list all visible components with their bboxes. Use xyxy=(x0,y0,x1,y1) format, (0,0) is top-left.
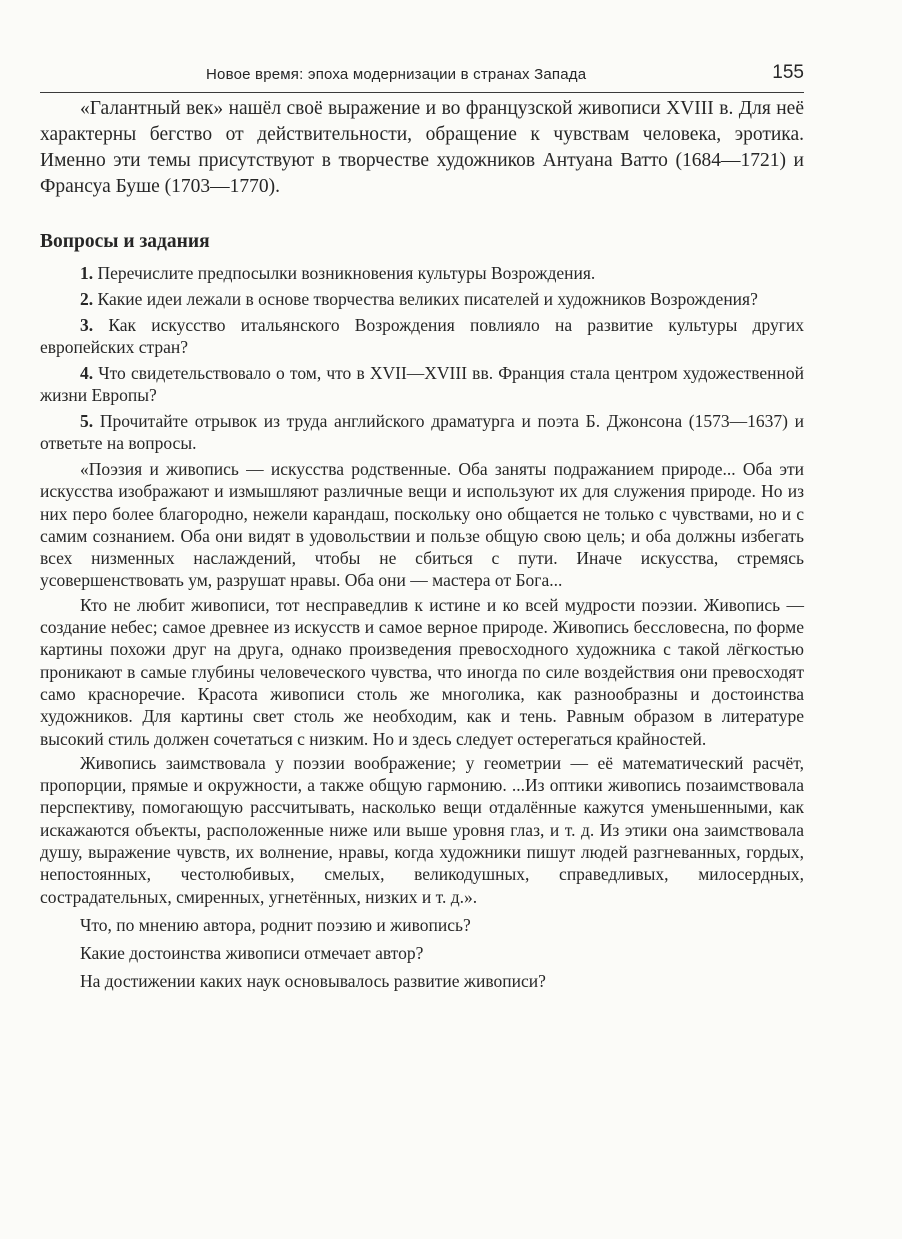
quote-paragraph: Живопись заимствовала у поэзии воображение; у геометрии — её математический расчёт, пропорции, прямые и окружности, а также общую гармонию. ...Из оптики живопись позаимствовала перспективу, помогающую рассчитывать, насколько вещи отдалённые кажутся уменьшенными, как искажаются объекты, расположенные ниже или выше уровня глаз, и т. д. Из этики она заимствовала душу, выражение чувств, их волнение, нравы, когда художники пишут людей разгневанных, гордых, непостоянных, честолюбивых, смелых, великодушных, справедливых, милосердных, сострадательных, смиренных, угнетённых, низких и т. д.». xyxy=(40,752,804,907)
question-1 xyxy=(40,262,804,284)
final-question: На достижении каких наук основывалось развитие живописи? xyxy=(80,970,546,991)
question-text: Прочитайте отрывок из труда английского драматурга и поэта Б. Джонсона (1573—1637) и ответьте на вопросы. xyxy=(40,411,805,453)
question-text: Что свидетельствовало о том, что в XVII—XVIII вв. Франция стала центром художественной жизни Европы? xyxy=(40,363,804,405)
question-text: Как искусство итальянского Возрождения повлияло на развитие культуры других европейских стран? xyxy=(40,315,805,357)
question-number: 3. xyxy=(80,315,94,335)
intro-paragraph: «Галантный век» нашёл своё выражение и во французской живописи XVIII в. Для неё характерны бегство от действительности, обращение к чувствам человека, эротика. Именно эти темы присутствуют в творчестве художников Антуана Ватто (1684—1721) и Франсуа Буше (1703—1770). xyxy=(40,98,804,197)
running-title: Новое время: эпоха модернизации в странах Запада xyxy=(206,66,587,83)
final-question: Что, по мнению автора, роднит поэзию и живопись? xyxy=(80,914,471,935)
questions-list xyxy=(40,262,804,454)
question-number: 2. xyxy=(80,289,94,309)
quote-paragraph: Кто не любит живописи, тот несправедлив к истине и ко всей мудрости поэзии. Живопись — создание небес; самое древнее из искусств и самое верное природе. Живопись бессловесна, по форме картины похожи друг на друга, однако произведения превосходного художника с такой лёгкостью проникают в самые глубины человеческого чувства, что иногда по силе воздействия они превосходят само красноречие. Красота живописи столь же многолика, как разнообразны и достоинства художников. Для картины свет столь же необходим, как и тень. Равным образом в литературе высокий стиль должен сочетаться с низким. Но и здесь следует остерегаться крайностей. xyxy=(40,594,804,749)
question-2 xyxy=(40,288,804,310)
question-number: 5. xyxy=(80,411,94,431)
question-text: Какие идеи лежали в основе творчества великих писателей и художников Возрождения? xyxy=(97,289,758,309)
quote-paragraph: «Поэзия и живопись — искусства родственные. Оба заняты подражанием природе... Оба эти искусства изображают и измышляют различные вещи и используют их для служения природе. Но из них перо более благородно, нежели карандаш, поскольку оно общается не только с чувствами, но и с самим сознанием. Оба они видят в удовольствии и пользе общую свою цель; и оба должны избегать всех низменных наслаждений, чтобы не сбиться с пути. Иначе искусства, стремясь усовершенствовать ум, разрушат нравы. Оба они — мастера от Бога... xyxy=(40,459,804,591)
intro-section xyxy=(40,96,804,200)
page-header xyxy=(40,60,804,93)
question-5 xyxy=(40,410,804,454)
question-number: 1. xyxy=(80,263,94,283)
jonson-quote xyxy=(40,458,804,908)
final-question: Какие достоинства живописи отмечает автор? xyxy=(80,942,424,963)
question-text: Перечислите предпосылки возникновения культуры Возрождения. xyxy=(97,263,596,283)
question-4 xyxy=(40,362,804,406)
page-content xyxy=(40,96,804,998)
page-number: 155 xyxy=(772,62,804,83)
question-3 xyxy=(40,314,804,358)
section-title: Вопросы и задания xyxy=(40,231,210,252)
question-number: 4. xyxy=(80,363,94,383)
final-questions xyxy=(40,914,804,992)
